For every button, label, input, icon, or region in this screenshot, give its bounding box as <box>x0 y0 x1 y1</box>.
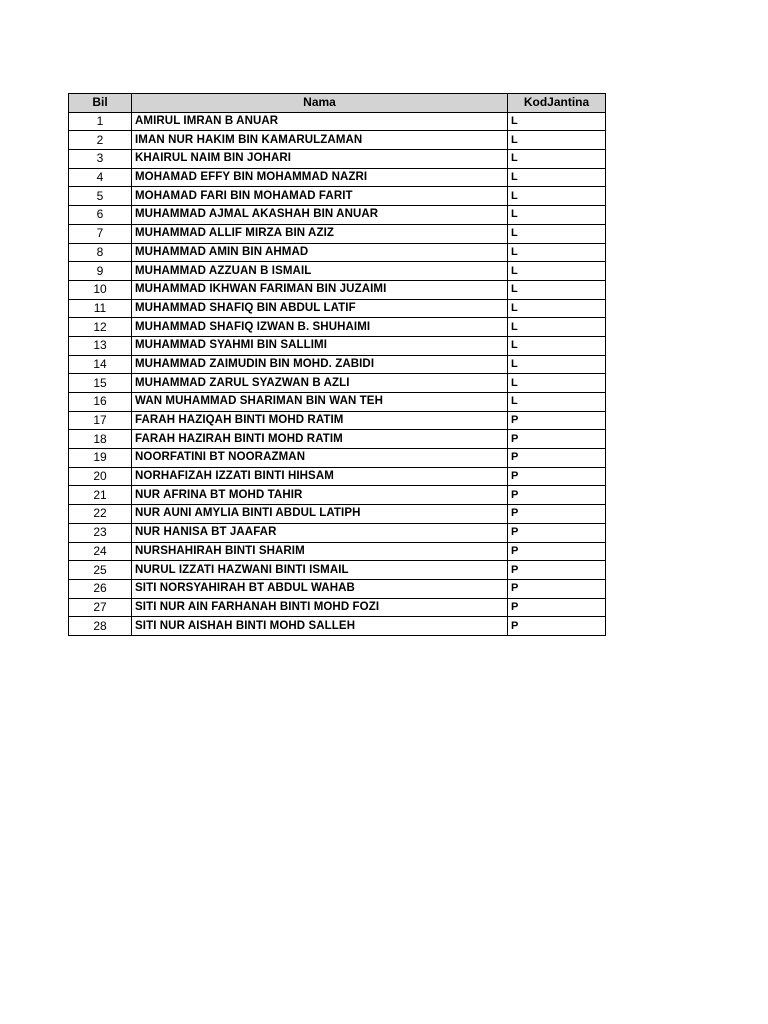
cell-bil[interactable]: 18 <box>69 430 132 449</box>
cell-kodjantina[interactable]: L <box>508 280 606 299</box>
cell-bil[interactable]: 28 <box>69 617 132 636</box>
cell-kodjantina[interactable]: L <box>508 243 606 262</box>
table-row <box>69 262 606 281</box>
cell-nama[interactable]: MUHAMMAD AMIN BIN AHMAD <box>132 243 508 262</box>
cell-bil[interactable]: 27 <box>69 598 132 617</box>
cell-bil[interactable]: 25 <box>69 561 132 580</box>
cell-nama[interactable]: MUHAMMAD SYAHMI BIN SALLIMI <box>132 336 508 355</box>
cell-bil[interactable]: 1 <box>69 112 132 131</box>
cell-bil[interactable]: 3 <box>69 150 132 169</box>
cell-kodjantina[interactable]: L <box>508 131 606 150</box>
table-row <box>69 430 606 449</box>
cell-bil[interactable]: 21 <box>69 486 132 505</box>
cell-kodjantina[interactable]: P <box>508 561 606 580</box>
cell-bil[interactable]: 26 <box>69 579 132 598</box>
table-body <box>69 112 606 635</box>
cell-kodjantina[interactable]: L <box>508 262 606 281</box>
cell-kodjantina[interactable]: L <box>508 355 606 374</box>
header-bil[interactable]: Bil <box>69 94 132 113</box>
cell-kodjantina[interactable]: L <box>508 206 606 225</box>
cell-bil[interactable]: 11 <box>69 299 132 318</box>
cell-bil[interactable]: 2 <box>69 131 132 150</box>
cell-bil[interactable]: 7 <box>69 224 132 243</box>
table-row <box>69 505 606 524</box>
cell-nama[interactable]: MUHAMMAD ZAIMUDIN BIN MOHD. ZABIDI <box>132 355 508 374</box>
header-row <box>69 94 606 113</box>
cell-kodjantina[interactable]: L <box>508 336 606 355</box>
cell-nama[interactable]: AMIRUL IMRAN B ANUAR <box>132 112 508 131</box>
table-header <box>69 94 606 113</box>
cell-kodjantina[interactable]: L <box>508 112 606 131</box>
cell-bil[interactable]: 14 <box>69 355 132 374</box>
cell-bil[interactable]: 16 <box>69 393 132 412</box>
cell-kodjantina[interactable]: P <box>508 617 606 636</box>
cell-nama[interactable]: NUR AUNI AMYLIA BINTI ABDUL LATIPH <box>132 505 508 524</box>
cell-kodjantina[interactable]: P <box>508 467 606 486</box>
cell-nama[interactable]: MUHAMMAD SHAFIQ IZWAN B. SHUHAIMI <box>132 318 508 337</box>
cell-nama[interactable]: SITI NUR AIN FARHANAH BINTI MOHD FOZI <box>132 598 508 617</box>
table-row <box>69 168 606 187</box>
cell-kodjantina[interactable]: P <box>508 430 606 449</box>
cell-kodjantina[interactable]: L <box>508 374 606 393</box>
cell-kodjantina[interactable]: L <box>508 224 606 243</box>
table-row <box>69 224 606 243</box>
cell-kodjantina[interactable]: L <box>508 299 606 318</box>
table-row <box>69 598 606 617</box>
table-row <box>69 579 606 598</box>
table-row <box>69 374 606 393</box>
header-kodjantina[interactable]: KodJantina <box>508 94 606 113</box>
cell-bil[interactable]: 17 <box>69 411 132 430</box>
cell-kodjantina[interactable]: P <box>508 411 606 430</box>
cell-kodjantina[interactable]: P <box>508 523 606 542</box>
cell-kodjantina[interactable]: L <box>508 318 606 337</box>
table-row <box>69 131 606 150</box>
cell-bil[interactable]: 4 <box>69 168 132 187</box>
cell-bil[interactable]: 10 <box>69 280 132 299</box>
cell-nama[interactable]: NORHAFIZAH IZZATI BINTI HIHSAM <box>132 467 508 486</box>
table-row <box>69 336 606 355</box>
table-row <box>69 486 606 505</box>
cell-nama[interactable]: NURSHAHIRAH BINTI SHARIM <box>132 542 508 561</box>
cell-nama[interactable]: NUR AFRINA BT MOHD TAHIR <box>132 486 508 505</box>
cell-bil[interactable]: 15 <box>69 374 132 393</box>
table-row <box>69 206 606 225</box>
table-row <box>69 467 606 486</box>
cell-nama[interactable]: NURUL IZZATI HAZWANI BINTI ISMAIL <box>132 561 508 580</box>
cell-kodjantina[interactable]: P <box>508 486 606 505</box>
cell-nama[interactable]: MOHAMAD EFFY BIN MOHAMMAD NAZRI <box>132 168 508 187</box>
cell-nama[interactable]: MUHAMMAD AJMAL AKASHAH BIN ANUAR <box>132 206 508 225</box>
cell-bil[interactable]: 23 <box>69 523 132 542</box>
student-table <box>68 93 606 636</box>
cell-nama[interactable]: MOHAMAD FARI BIN MOHAMAD FARIT <box>132 187 508 206</box>
cell-bil[interactable]: 24 <box>69 542 132 561</box>
cell-bil[interactable]: 20 <box>69 467 132 486</box>
cell-bil[interactable]: 13 <box>69 336 132 355</box>
table-row <box>69 449 606 468</box>
cell-nama[interactable]: MUHAMMAD ZARUL SYAZWAN B AZLI <box>132 374 508 393</box>
cell-bil[interactable]: 19 <box>69 449 132 468</box>
table-row <box>69 355 606 374</box>
cell-kodjantina[interactable]: L <box>508 393 606 412</box>
cell-nama[interactable]: NUR HANISA BT JAAFAR <box>132 523 508 542</box>
cell-kodjantina[interactable]: P <box>508 449 606 468</box>
table-row <box>69 280 606 299</box>
cell-nama[interactable]: NOORFATINI BT NOORAZMAN <box>132 449 508 468</box>
table-row <box>69 523 606 542</box>
cell-bil[interactable]: 9 <box>69 262 132 281</box>
table-row <box>69 617 606 636</box>
table-row <box>69 150 606 169</box>
cell-nama[interactable]: IMAN NUR HAKIM BIN KAMARULZAMAN <box>132 131 508 150</box>
cell-nama[interactable]: FARAH HAZIRAH BINTI MOHD RATIM <box>132 430 508 449</box>
cell-kodjantina[interactable]: L <box>508 168 606 187</box>
table-row <box>69 393 606 412</box>
table-row <box>69 112 606 131</box>
cell-kodjantina[interactable]: P <box>508 598 606 617</box>
cell-bil[interactable]: 22 <box>69 505 132 524</box>
cell-nama[interactable]: MUHAMMAD AZZUAN B ISMAIL <box>132 262 508 281</box>
cell-nama[interactable]: MUHAMMAD IKHWAN FARIMAN BIN JUZAIMI <box>132 280 508 299</box>
cell-kodjantina[interactable]: P <box>508 542 606 561</box>
cell-nama[interactable]: SITI NORSYAHIRAH BT ABDUL WAHAB <box>132 579 508 598</box>
cell-bil[interactable]: 5 <box>69 187 132 206</box>
cell-nama[interactable]: MUHAMMAD SHAFIQ BIN ABDUL LATIF <box>132 299 508 318</box>
cell-nama[interactable]: FARAH HAZIQAH BINTI MOHD RATIM <box>132 411 508 430</box>
cell-kodjantina[interactable]: L <box>508 187 606 206</box>
table-row <box>69 187 606 206</box>
table-row <box>69 318 606 337</box>
table-row <box>69 411 606 430</box>
cell-nama[interactable]: SITI NUR AISHAH BINTI MOHD SALLEH <box>132 617 508 636</box>
cell-nama[interactable]: MUHAMMAD ALLIF MIRZA BIN AZIZ <box>132 224 508 243</box>
table-row <box>69 243 606 262</box>
cell-bil[interactable]: 6 <box>69 206 132 225</box>
cell-bil[interactable]: 8 <box>69 243 132 262</box>
cell-nama[interactable]: WAN MUHAMMAD SHARIMAN BIN WAN TEH <box>132 393 508 412</box>
table-row <box>69 542 606 561</box>
student-list-sheet <box>68 93 605 636</box>
table-row <box>69 299 606 318</box>
cell-kodjantina[interactable]: L <box>508 150 606 169</box>
table-row <box>69 561 606 580</box>
header-nama[interactable]: Nama <box>132 94 508 113</box>
cell-kodjantina[interactable]: P <box>508 505 606 524</box>
cell-kodjantina[interactable]: P <box>508 579 606 598</box>
cell-nama[interactable]: KHAIRUL NAIM BIN JOHARI <box>132 150 508 169</box>
cell-bil[interactable]: 12 <box>69 318 132 337</box>
